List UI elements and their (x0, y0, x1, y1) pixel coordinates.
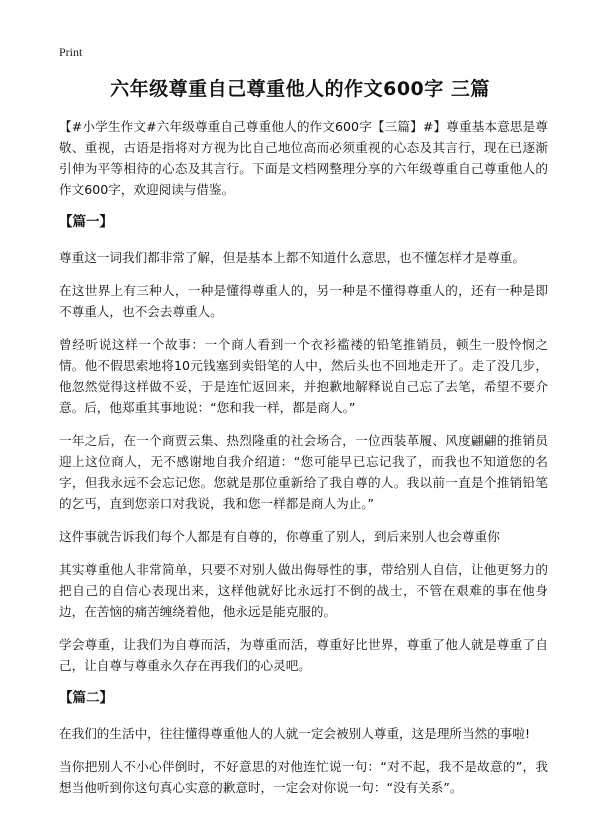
print-link[interactable]: Print (59, 45, 83, 59)
section-1-paragraph: 一年之后，在一个商贾云集、热烈隆重的社会场合，一位西装革履、风度翩翩的推销员迎上这位商人，无不感谢地自我介绍道：“您可能早已忘记我了，而我也不知道您的名字，但我永远不会忘记您。您就是那位重新给了我自尊的人。我以前一直是个推销铅笔的乞丐，直到您亲口对我说，我和您一样都是商人为止。” (59, 433, 548, 511)
section-1-paragraph: 在这世界上有三种人，一种是懂得尊重人的，另一种是不懂得尊重人的，还有一种是即不尊重人，也不会去尊重人。 (59, 283, 548, 319)
section-2-paragraph: 当你把别人不小心伴倒时，不好意思的对他连忙说一句：“对不起，我不是故意的”，我想当他听到你这句真心实意的歉意时，一定会对你说一句：“没有关系”。 (59, 759, 548, 795)
section-2-paragraph: 在我们的生活中，往往懂得尊重他人的人就一定会被别人尊重，这是理所当然的事啦! (59, 726, 531, 741)
article-title: 六年级尊重自己尊重他人的作文600字 三篇 (110, 78, 490, 100)
section-2-heading: 【篇二】 (59, 690, 113, 706)
section-1-heading: 【篇一】 (59, 214, 113, 230)
section-1-paragraph: 尊重这一词我们都非常了解，但是基本上都不知道什么意思，也不懂怎样才是尊重。 (59, 250, 525, 265)
intro-paragraph: 【#小学生作文#六年级尊重自己尊重他人的作文600字【三篇】#】尊重基本意思是尊敬、重视，古语是指将对方视为比自己地位高而必须重视的心态及其言行，现在已逐渐引伸为平等相待的心态及其言行。下面是文档网整理分享的六年级尊重自己尊重他人的作文600字，欢迎阅读与借鉴。 (59, 119, 548, 197)
section-1-paragraph: 其实尊重他人非常简单，只要不对别人做出侮辱性的事，带给别人自信，让他更努力的把自己的自信心表现出来，这样他就好比永远打不倒的战士，不管在艰难的事在他身边，在苦恼的痛苦缠绕着他，他永远是能克服的。 (59, 562, 548, 619)
article-body (59, 116, 548, 810)
section-1-paragraph: 学会尊重，让我们为自尊而活，为尊重而活，尊重好比世界，尊重了他人就是尊重了自己，让自尊与尊重永久存在再我们的心灵吧。 (59, 637, 548, 673)
section-1-paragraph: 曾经听说这样一个故事：一个商人看到一个衣衫褴褛的铅笔推销员，顿生一股怜悯之情。他不假思索地将10元钱塞到卖铅笔的人中，然后头也不回地走开了。走了没几步，他忽然觉得这样做不妥，于是连忙返回来，并抱歉地解释说自己忘了去笔，希望不要介意。后，他郑重其事地说：“您和我一样，都是商人。” (59, 337, 548, 415)
section-1-paragraph: 这件事就告诉我们每个人都是有自尊的，你尊重了别人，到后来别人也会尊重你 (59, 529, 500, 544)
